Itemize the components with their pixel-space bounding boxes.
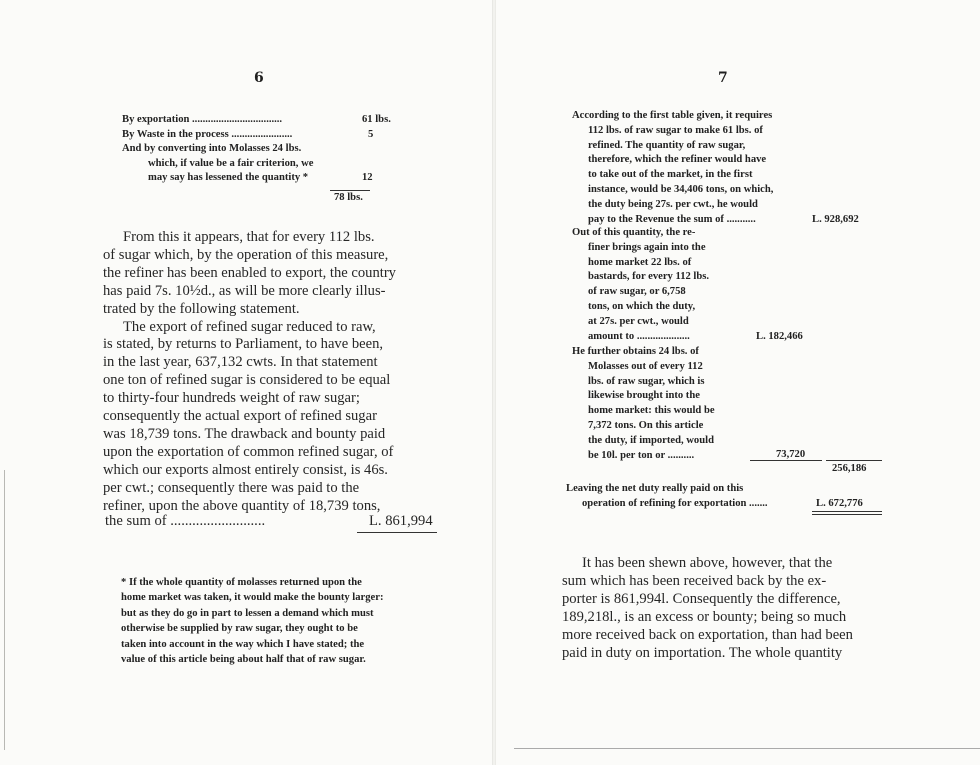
- page-number: 6: [254, 70, 264, 86]
- footnote-line: value of this article being about half that of raw sugar.: [121, 654, 366, 665]
- footnote-line: * If the whole quantity of molasses returned upon the: [121, 577, 362, 588]
- molasses-line: likewise brought into the: [588, 390, 700, 402]
- out-line: home market 22 lbs. of: [588, 256, 692, 268]
- paragraph-line: the refiner has been enabled to export, the country: [103, 264, 396, 281]
- right-page: [494, 0, 980, 765]
- paragraph-line: It has been shewn above, however, that the: [582, 555, 833, 571]
- intro-line: instance, would be 34,406 tons, on which,: [588, 184, 774, 195]
- footnote-line: otherwise be supplied by raw sugar, they ought to be: [121, 623, 358, 635]
- footnote-line: home market was taken, it would make the bounty larger:: [121, 592, 384, 604]
- revenue-sum: L. 928,692: [812, 214, 859, 225]
- molasses-line: 7,372 tons. On this article: [588, 420, 704, 431]
- table-row-label: which, if value be a fair criterion, we: [148, 157, 314, 169]
- paragraph-line: to thirty-four hundreds weight of raw sugar;: [103, 390, 360, 407]
- table-row-label: And by converting into Molasses 24 lbs.: [122, 143, 302, 155]
- intro-line: therefore, which the refiner would have: [588, 154, 767, 166]
- paragraph-line: of sugar which, by the operation of this measure,: [103, 246, 389, 263]
- table-row-label: By exportation ..................................: [122, 114, 283, 125]
- molasses-line: be 10l. per ton or ..........: [588, 449, 695, 461]
- intro-line: According to the first table given, it requires: [572, 110, 773, 121]
- molasses-line: Molasses out of every 112: [588, 360, 703, 372]
- sum-label: the sum of ..........................: [105, 513, 266, 529]
- waste-total: 78 lbs.: [334, 192, 363, 203]
- footnote-line: but as they do go in part to lessen a demand which must: [121, 607, 374, 619]
- table-row-value: 5: [368, 128, 374, 140]
- molasses-rule: [750, 460, 822, 461]
- footnote-line: taken into account in the way which I have stated; the: [121, 638, 365, 650]
- table-row-label: may say has lessened the quantity *: [148, 172, 309, 184]
- paragraph-line: porter is 861,994l. Consequently the difference,: [562, 590, 841, 607]
- molasses-line: He further obtains 24 lbs. of: [572, 346, 699, 357]
- paragraph-line: more received back on exportation, than had been: [562, 626, 853, 643]
- paragraph-line: sum which has been received back by the ex-: [562, 572, 827, 589]
- intro-line: pay to the Revenue the sum of ...........: [588, 213, 756, 225]
- bastards-value: L. 182,466: [756, 331, 803, 342]
- out-line: bastards, for every 112 lbs.: [588, 271, 710, 283]
- paragraph-line: trated by the following statement.: [103, 300, 300, 317]
- molasses-line: the duty, if imported, would: [588, 434, 714, 446]
- page-number: 7: [718, 70, 728, 86]
- paragraph-line: paid in duty on importation. The whole quantity: [562, 644, 843, 661]
- out-line: Out of this quantity, the re-: [572, 227, 696, 238]
- paragraph-line: one ton of refined sugar is considered to be equal: [103, 372, 391, 389]
- out-line: tons, on which the duty,: [588, 301, 696, 312]
- table-row-label: By Waste in the process .......................: [122, 128, 293, 140]
- net-duty-double-rule: [812, 514, 882, 515]
- table-row-value: 12: [362, 172, 373, 184]
- sum-rule: [357, 532, 437, 533]
- paragraph-line: refiner, upon the above quantity of 18,739 tons,: [103, 497, 381, 514]
- paragraph-line: From this it appears, that for every 112 lbs.: [123, 229, 375, 245]
- subtotal-value: 256,186: [832, 463, 867, 474]
- paragraph-line: which our exports almost entirely consist, is 46s.: [103, 461, 388, 478]
- paragraph-line: per cwt.; consequently there was paid to the: [103, 479, 360, 496]
- paragraph-line: is stated, by returns to Parliament, to have been,: [103, 336, 384, 353]
- intro-line: to take out of the market, in the first: [588, 169, 753, 181]
- paragraph-line: in the last year, 637,132 cwts. In that statement: [103, 354, 378, 371]
- intro-line: refined. The quantity of raw sugar,: [588, 139, 746, 151]
- out-line: amount to ....................: [588, 330, 690, 342]
- sum-value: L. 861,994: [369, 513, 433, 529]
- paragraph-line: 189,218l., is an excess or bounty; being so much: [562, 608, 847, 625]
- page-edge-mark: [4, 470, 5, 750]
- intro-line: 112 lbs. of raw sugar to make 61 lbs. of: [588, 124, 763, 136]
- leaving-line: operation of refining for exportation .......: [582, 498, 768, 509]
- out-line: of raw sugar, or 6,758: [588, 286, 686, 298]
- paragraph-line: was 18,739 tons. The drawback and bounty paid: [103, 425, 386, 442]
- net-duty-value: L. 672,776: [816, 498, 863, 509]
- molasses-line: home market: this would be: [588, 405, 715, 417]
- net-duty-rule: [812, 511, 882, 512]
- paragraph-line: The export of refined sugar reduced to raw,: [123, 318, 376, 335]
- bottom-edge: [514, 748, 980, 749]
- table-row-value: 61 lbs.: [362, 114, 391, 125]
- intro-line: the duty being 27s. per cwt., he would: [588, 198, 758, 210]
- paragraph-line: has paid 7s. 10½d., as will be more clearly illus-: [103, 282, 386, 299]
- paragraph-line: consequently the actual export of refined sugar: [103, 408, 377, 424]
- molasses-line: lbs. of raw sugar, which is: [588, 375, 705, 387]
- paragraph-line: upon the exportation of common refined sugar, of: [103, 443, 394, 460]
- leaving-line: Leaving the net duty really paid on this: [566, 483, 744, 494]
- molasses-value: 73,720: [776, 449, 806, 460]
- subtotal-rule: [826, 460, 882, 461]
- out-line: finer brings again into the: [588, 241, 706, 253]
- out-line: at 27s. per cwt., would: [588, 315, 689, 327]
